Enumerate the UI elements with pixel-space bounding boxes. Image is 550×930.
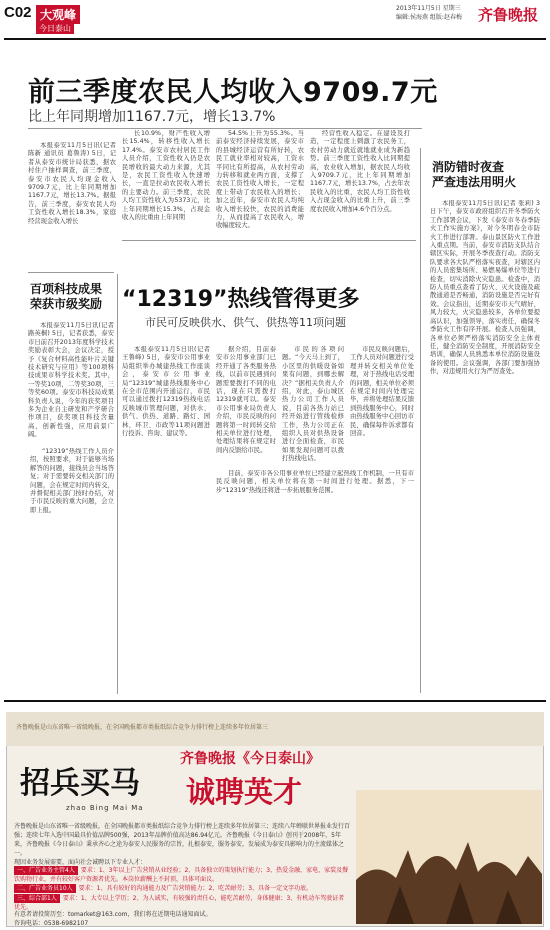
section-subtitle: 今日泰山 xyxy=(36,23,74,34)
header-date: 2013年11月5日 星期三 xyxy=(396,5,461,12)
article2-top-divider xyxy=(122,240,416,241)
article2-col-2: 据介绍，目前泰安市公用事业部门已经开通了各类服务热线，以前市民遇到问题需要拨打不同的电话，现在只需拨打12319就可以。泰安市公用事业局负责人介绍，市民反映的问题将第一时间转交给相关单位进行处理，处理结果将在规定时间内反馈给市民。 xyxy=(216,346,276,454)
ad-job-text-3: 要求：1、大专以上学历；2、为人诚实，有较强的责任心，能吃苦耐劳，身体健康；3、有机动车驾驶证者优先。 xyxy=(14,895,345,911)
lead-col-2: 长10.9%，财产性收入增长15.4%，转移性收入增长17.4%。泰安市农村居民工作人员介绍，工资性收入仍是农民增收的最大动力来源，尤其是，农民工资性收入快速增长，一直是拉动农民收入增长的主要动力。前三季度，农民人均工资性收入为5373元，比上年同期增长15.3%，占现金收入的比重由上年同期 xyxy=(122,130,210,222)
ad-slogan: 诚聘英才 xyxy=(186,775,303,809)
article2-col-5: 目前，泰安市各公用事业单位已经建立起热线工作机制，一旦有市民反映问题，相关单位将在第一时间进行处理。据悉，下一步“12319”热线还将进一步拓展服务范围。 xyxy=(216,470,414,494)
paper-logo: 齐鲁晚报 xyxy=(478,6,539,24)
header-rule xyxy=(4,38,546,40)
ad-requirements-heading: 现因业务发展需要，面向社会诚聘以下专业人才： xyxy=(14,859,147,866)
left-story-title-line1: 百项科技成果 xyxy=(30,282,103,296)
ad-contact-phone: 咨询电话：0538-6982107 xyxy=(14,920,89,927)
left-story-title xyxy=(30,282,102,312)
page-number: C02 xyxy=(4,4,32,21)
ad-top-rule xyxy=(4,700,546,702)
lead-col-1: 本报泰安11月5日讯(记者 陈新 通讯员 葛鲁涛) 5日，记者从泰安市统计局获悉，据农村住户抽样调查，前三季度，泰安市农民人均现金收入9709.7元，比上年同期增加1167.7元，增长13.7%。据报告，前三季度，泰安农民人均工资性收入增长18.3%，家庭经营现金收入增长 xyxy=(28,142,116,225)
ad-job-text-1: 要求：1、3年以上广告营销从业经验；2、具备独立的策划执行能力；3、热爱金融、家电、家装及餐饮购物行业，并有较好客户资源者优先。本岗位薪酬上不封顶，具体可面议。 xyxy=(14,867,349,883)
right-column-separator xyxy=(420,148,421,693)
ad-banner-text: 齐鲁晚报是山东省唯一省级晚报，在全国晚报都市类报纸综合竞争力排行榜上连续多年位居第三 xyxy=(16,724,269,731)
article2-col-1: 本报泰安11月5日讯(记者 王鲁峰) 5日，泰安市公用事业局组织举办城建热线工作座谈会，泰安市公用事业局“12319”城建热线服务中心在全市范围内开通运行，市民可以通过拨打12319热线电话反映城市管理问题，对供水、供气、供热、道路、路灯、园林、环卫、市政等11项问题进行投诉、咨询、建议等。 xyxy=(122,346,210,438)
article2-col-4: 市民反映问题后，工作人员对问题进行受理并转交相关单位处理，对于热线电话受理的问题，相关单位必须在规定时间内处理完毕，并将处理结果反馈到热线服务中心，同时由热线服务中心回访市民，确保每件诉求都有回音。 xyxy=(350,346,414,438)
ad-title: 齐鲁晚报《今日泰山》 xyxy=(180,751,320,767)
ad-job-tag-1: 一、广告业务主管4人 xyxy=(14,866,78,875)
lead-subhead: 比上年同期增加1167.7元，增长13.7% xyxy=(28,109,276,125)
lead-col-3: 54.5%上升为55.3%。当前泰安经济持续发展，泰安市的县城经济运营有所好转，农民工就业率相对较高，工资水平同比有所提高，从农村劳动力转移和就业两方面，支撑了农民工资性收入增长，一定程度上带动了农民收入的增长；加之近年，泰安市农民人均纯收入增长较快，农民的消费能力，从而提高了农民收入，增收幅度较大。 xyxy=(216,130,304,230)
article2-col-3: 市民的各项问题。“今天马上到了，小区里的供暖设备如果有问题，到哪去解决？”据相关负责人介绍，对此，泰山城区热力公司工作人员说，目前各热力站已经开始进行管线检修工作，热力公司正在组织人员对供热设备进行全面检查，市民如果发现问题可以拨打热线电话。 xyxy=(282,346,344,463)
left-story-body: 本报泰安11月5日讯(记者 路英桐) 5日，记者获悉，泰安市日前召开2013年度科学技术奖励表彰大会，会议决定，授予《复合材料高性能叶片关键技术研究与应用》等100项科技成果市科学技术奖。其中，一等奖10项，二等奖30项，三等奖60项。泰安市科技局成果科负责人说，今年的获奖项目多为企业自主研发和产学研合作项目，获奖项目科技含量高，创新性强，应用前景广阔。 xyxy=(28,322,114,439)
right-story-body: 本报泰安11月5日讯(记者 张莉) 3日下午，泰安市政府组织召开冬季防火工作部署会议，下发《泰安市冬春季防火工作实施方案》，对今冬明春全市防火工作进行部署。泰山景区防火工作进入重点期。当前，泰安市消防支队结合辖区实际，开展冬季夜查行动。消防支队要求各大队严格落实夜查，对辖区内的人员密集场所、易燃易爆单位等进行检查，切实消除火灾隐患。检查中，消防人员重点查看了防火、灭火设施及疏散通道是否畅通，消防设施是否完好有效。会议指出，近期泰安市天气晴好，风力较大，火灾隐患较多，各单位要提高认识，加强领导，落实责任，确保冬季防火工作有序开展。检查人员强调，各单位必须严格落实消防安全主体责任，健全消防安全制度，开展消防安全培训，确保人员熟悉本单位消防设施设备的使用。会议强调，各部门要加强协作，对违规用火行为严厉查处。 xyxy=(430,200,540,376)
right-story-title xyxy=(432,160,516,190)
ad-job-row-1 xyxy=(14,866,350,884)
ad-job-text-2: 要求：1、具有较好的沟通能力及广告营销能力；2、吃苦耐劳；3、具备一定文字功底。 xyxy=(78,885,313,892)
left-story-title-line2: 荣获市级奖励 xyxy=(30,297,103,311)
section-title: 大观峰 xyxy=(36,5,80,24)
ad-job-row-2 xyxy=(14,884,350,893)
ad-job-tag-2: 二、广告业务员10人 xyxy=(14,884,76,893)
lead-col-4: 经营性收入稳定。在建设及打造，一定程度上刺激了农民务工，农村劳动力就近就地就业成为新趋势。前三季度工资性收入比同期提高，农业收入增加，据农民人均收入9709.7元，比上年同期增加1167.7元，增长13.7%，占去年农民收入的比重，农民人均工资性收入占现金收入的比重上升，前三季度农民收入增加4.6个百分点。 xyxy=(310,130,410,213)
ad-intro: 齐鲁晚报是山东省唯一省级晚报，在全国晚报都市类报纸综合竞争力排行榜上连续多年位居第三；连续八年蝉联世界报业发行百强；连续七年入选中国最具价值品牌500强，2013年品牌价值高达86.94亿元。齐鲁晚报《今日泰山》创刊于2008年，5年来，齐鲁晚报《今日泰山》秉承齐心之途为泰安人民服务的宗旨，扎根泰安，服务泰安，发展成为泰安具影响力的主流媒体之一。 xyxy=(14,823,351,857)
right-story-title-line2: 严查违法用明火 xyxy=(432,175,517,189)
warriors-silhouette-image xyxy=(356,790,542,924)
lead-headline: 前三季度农民人均收入9709.7元 xyxy=(28,77,438,108)
left-column-separator xyxy=(117,274,118,694)
left-divider xyxy=(28,272,114,273)
article2-subhead: 市民可反映供水、供气、供热等11项问题 xyxy=(145,316,346,329)
ad-logo: 招兵买马 xyxy=(20,766,140,801)
article2-headline: “12319”热线管得更多 xyxy=(122,287,360,312)
header-editor: 编辑:侯海燕 组版:赵春梅 xyxy=(396,14,462,21)
right-story-title-line1: 消防错时夜查 xyxy=(432,160,505,174)
ad-footer xyxy=(14,910,212,928)
ad-logo-pinyin: zhao Bing Mai Ma xyxy=(66,804,144,812)
lead-divider xyxy=(28,128,422,129)
ad-contact-email: 有意者请投简历至：tomarket@163.com，我们将在近期电话通知面试。 xyxy=(14,911,212,918)
left-story-body-cont: “12319”热线工作人员介绍，按照要求，对于能够当场解答的问题，接线员会当场答复；对于需要转交相关部门的问题，会在规定时间内转交，并督促相关部门按时办结，对于市民反映的重大问题，会立即上报。 xyxy=(30,448,114,514)
header-info xyxy=(396,4,462,22)
ad-job-tag-3: 三、综合部1人 xyxy=(14,894,60,903)
